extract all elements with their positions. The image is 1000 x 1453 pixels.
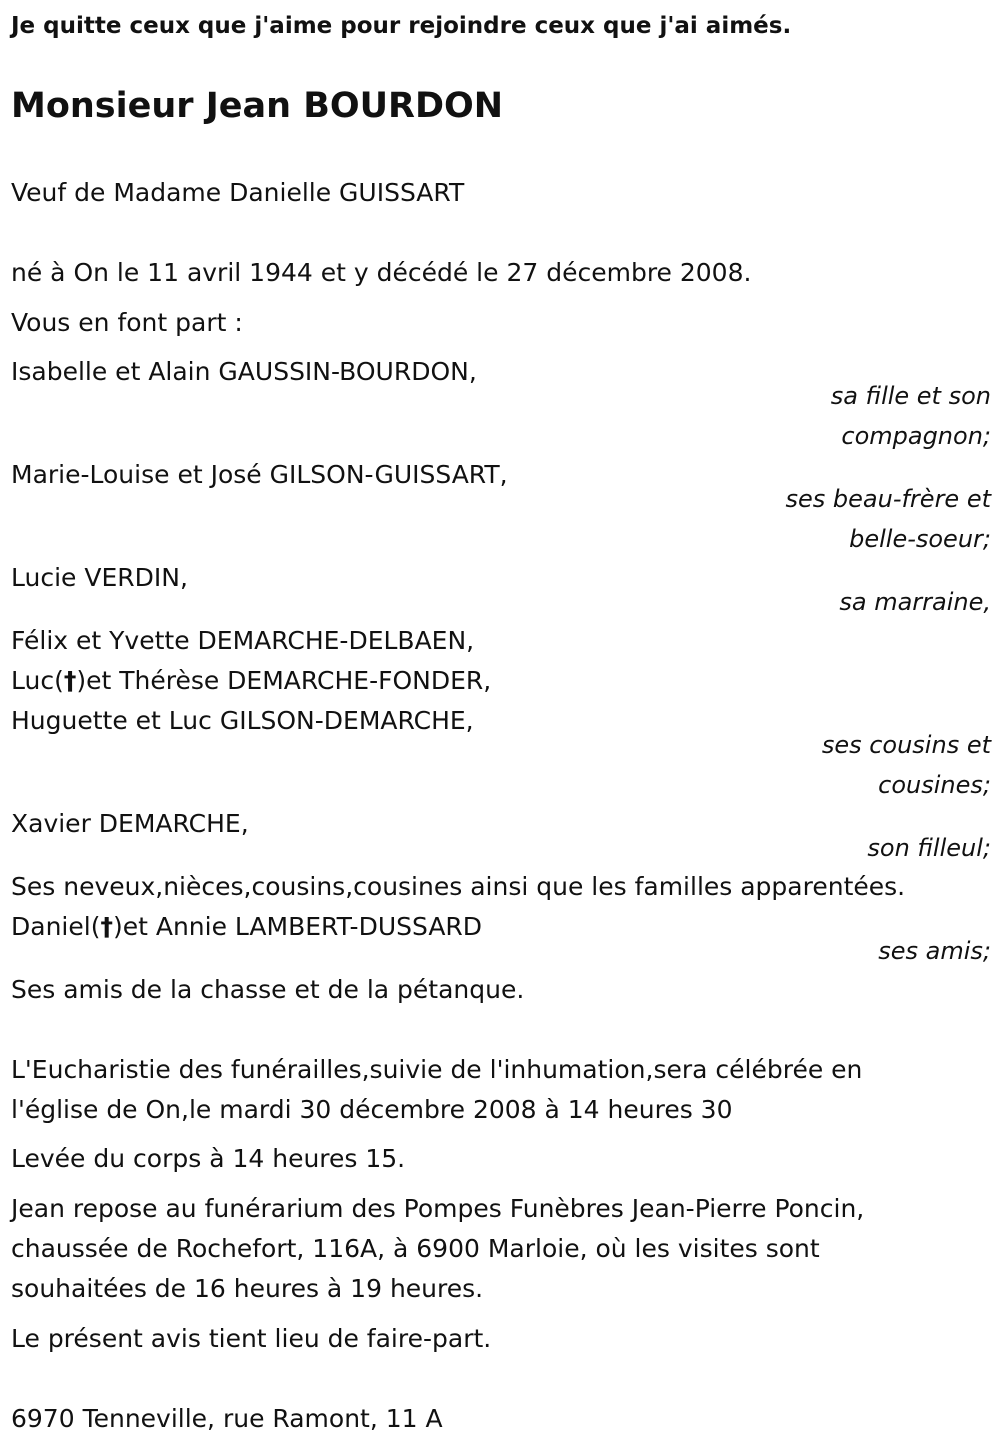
- relation-isabelle-1: sa fille et son: [830, 382, 991, 410]
- family-member-huguette: Huguette et Luc GILSON-DEMARCHE,: [11, 706, 474, 735]
- family-member-daniel: [11, 910, 482, 944]
- cross-icon: †: [63, 666, 77, 695]
- announce-line: Vous en font part :: [11, 308, 243, 337]
- address-line: 6970 Tenneville, rue Ramont, 11 A: [11, 1404, 443, 1433]
- relation-lucie: sa marraine,: [839, 588, 991, 616]
- daniel-name-pre: Daniel(: [11, 912, 101, 941]
- luc-name-post: )et Thérèse DEMARCHE-FONDER,: [76, 666, 492, 695]
- amis-chasse-line: Ses amis de la chasse et de la pétanque.: [11, 975, 525, 1004]
- motto: Je quitte ceux que j'aime pour rejoindre ceux que j'ai aimés.: [11, 13, 792, 39]
- family-member-marie-louise: Marie-Louise et José GILSON-GUISSART,: [11, 460, 508, 489]
- family-member-xavier: Xavier DEMARCHE,: [11, 809, 249, 838]
- repose-line-1: Jean repose au funérarium des Pompes Funèbres Jean-Pierre Poncin,: [11, 1194, 865, 1223]
- relation-isabelle-2: compagnon;: [841, 422, 991, 450]
- birth-death-line: né à On le 11 avril 1944 et y décédé le 27 décembre 2008.: [11, 258, 752, 287]
- family-member-isabelle: Isabelle et Alain GAUSSIN-BOURDON,: [11, 357, 477, 386]
- deceased-name: Monsieur Jean BOURDON: [11, 86, 504, 126]
- relation-cousins-2: cousines;: [878, 771, 991, 799]
- eucharistie-line-1: L'Eucharistie des funérailles,suivie de l'inhumation,sera célébrée en: [11, 1055, 863, 1084]
- relation-xavier: son filleul;: [867, 834, 991, 862]
- relation-amis: ses amis;: [878, 937, 991, 965]
- daniel-name-post: )et Annie LAMBERT-DUSSARD: [112, 912, 483, 941]
- levee-line: Levée du corps à 14 heures 15.: [11, 1144, 406, 1173]
- relation-cousins-1: ses cousins et: [821, 731, 991, 759]
- luc-name-pre: Luc(: [11, 666, 64, 695]
- cross-icon: †: [100, 912, 113, 941]
- relation-marie-louise-1: ses beau-frère et: [785, 485, 991, 513]
- repose-line-2: chaussée de Rochefort, 116A, à 6900 Marloie, où les visites sont: [11, 1234, 820, 1263]
- neveux-line: Ses neveux,nièces,cousins,cousines ainsi que les familles apparentées.: [11, 872, 906, 901]
- relation-marie-louise-2: belle-soeur;: [849, 525, 991, 553]
- repose-line-3: souhaitées de 16 heures à 19 heures.: [11, 1274, 484, 1303]
- widower-line: Veuf de Madame Danielle GUISSART: [11, 178, 465, 207]
- family-member-lucie: Lucie VERDIN,: [11, 563, 188, 592]
- family-member-felix: Félix et Yvette DEMARCHE-DELBAEN,: [11, 626, 475, 655]
- avis-line: Le présent avis tient lieu de faire-part.: [11, 1324, 492, 1353]
- family-member-luc: [11, 664, 491, 698]
- eucharistie-line-2: l'église de On,le mardi 30 décembre 2008 à 14 heures 30: [11, 1095, 733, 1124]
